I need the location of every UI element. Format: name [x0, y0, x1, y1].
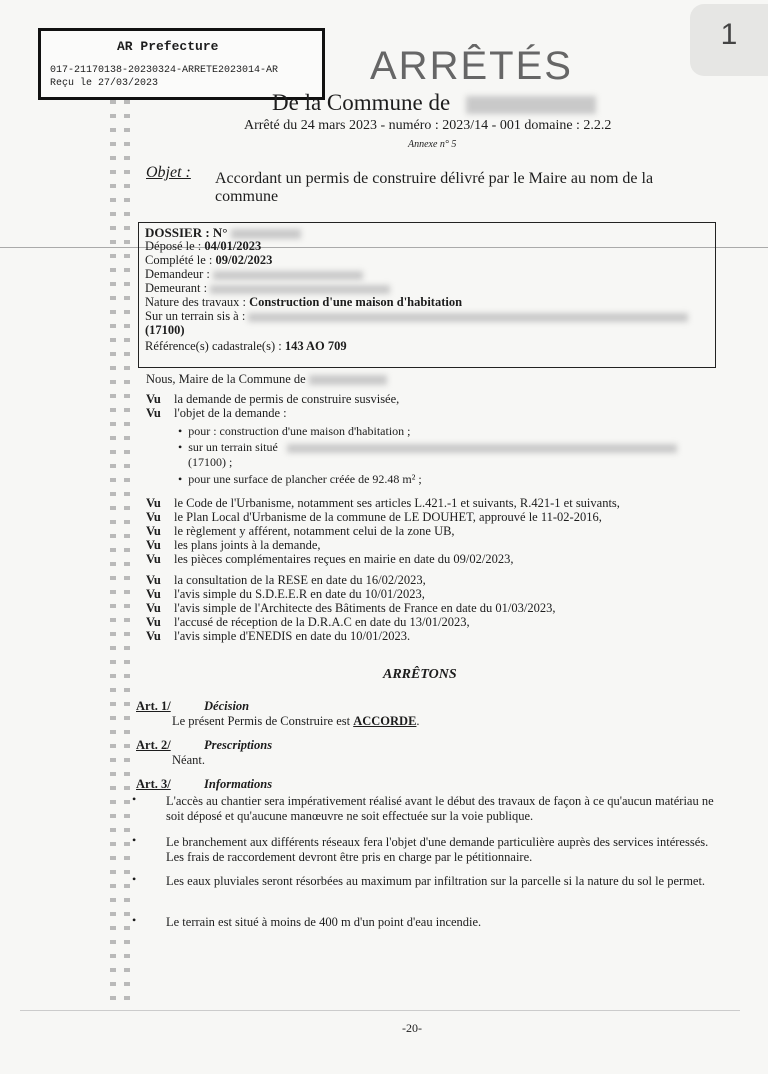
art2-number: Art. 2/ [136, 738, 171, 752]
margin-mark [110, 422, 116, 426]
margin-mark [124, 926, 130, 930]
margin-mark [124, 618, 130, 622]
margin-mark [110, 828, 116, 832]
margin-mark [110, 926, 116, 930]
margin-mark [110, 352, 116, 356]
margin-mark [110, 506, 116, 510]
vu-text: le Code de l'Urbanisme, notamment ses articles L.421.-1 et suivants, R.421-1 et suivants, [174, 496, 620, 510]
redacted-intro-commune [309, 375, 387, 385]
margin-mark [124, 380, 130, 384]
objet-text: Accordant un permis de construire délivré par le Maire au nom de la commune [215, 170, 654, 205]
vu-text: l'avis simple du S.D.E.E.R en date du 10/01/2023, [174, 587, 425, 601]
margin-mark [124, 450, 130, 454]
complete-value: 09/02/2023 [215, 253, 273, 267]
vu-text: l'objet de la demande : [174, 406, 287, 420]
margin-mark [110, 198, 116, 202]
art1-text-post: . [416, 714, 420, 728]
margin-mark [124, 520, 130, 524]
margin-mark [110, 870, 116, 874]
scan-shadow-line [20, 1010, 740, 1011]
margin-mark [124, 282, 130, 286]
vu-label: Vu [146, 552, 161, 566]
margin-mark [110, 618, 116, 622]
dossier-box [138, 222, 716, 368]
info-item: Les eaux pluviales seront résorbées au maximum par infiltration sur la parcelle si la nature du sol le permet. [166, 874, 706, 888]
depose-label: Déposé le : [145, 239, 202, 253]
terrain-label: Sur un terrain sis à : [145, 309, 246, 323]
margin-mark [124, 212, 130, 216]
stamp-ref: 017-21170138-20230324-ARRETE2023014-AR [50, 65, 279, 76]
margin-mark [110, 758, 116, 762]
margin-mark [124, 422, 130, 426]
margin-mark [110, 310, 116, 314]
margin-mark [110, 688, 116, 692]
reference-value: 143 AO 709 [284, 339, 347, 353]
margin-mark [124, 184, 130, 188]
margin-mark [124, 562, 130, 566]
margin-mark [124, 646, 130, 650]
vu-text: le Plan Local d'Urbanisme de la commune de LE DOUHET, approuvé le 11-02-2016, [174, 510, 602, 524]
margin-mark [124, 632, 130, 636]
demeurant-label: Demeurant : [145, 281, 208, 295]
margin-mark [110, 730, 116, 734]
intro-text: Nous, Maire de la Commune de [146, 372, 306, 386]
margin-mark [110, 478, 116, 482]
art1-text [172, 714, 420, 729]
margin-mark [110, 324, 116, 328]
nature-label: Nature des travaux : [145, 295, 247, 309]
margin-mark [110, 226, 116, 230]
margin-mark [124, 842, 130, 846]
margin-mark [124, 506, 130, 510]
margin-mark [124, 100, 130, 104]
margin-mark [124, 884, 130, 888]
margin-mark [110, 450, 116, 454]
margin-mark [124, 128, 130, 132]
margin-mark [124, 800, 130, 804]
margin-mark [124, 660, 130, 664]
info-item: Le terrain est situé à moins de 400 m d'un point d'eau incendie. [166, 915, 482, 929]
margin-mark [110, 282, 116, 286]
depose-row [145, 239, 261, 254]
margin-mark [124, 338, 130, 342]
margin-mark [124, 240, 130, 244]
margin-mark [124, 912, 130, 916]
margin-mark [124, 870, 130, 874]
redacted-demandeur [213, 271, 363, 280]
vu-label: Vu [146, 629, 161, 643]
info-item: Le branchement aux différents réseaux fera l'objet d'une demande particulière auprès des services intéressés. Les frais de raccordement devront être pris en charge par le pétitionnaire. [166, 835, 709, 864]
margin-mark [124, 352, 130, 356]
margin-mark [124, 702, 130, 706]
margin-mark [124, 744, 130, 748]
vu-label: Vu [146, 392, 161, 406]
objet-label: Objet : [146, 164, 191, 181]
margin-mark [110, 674, 116, 678]
margin-mark [110, 212, 116, 216]
margin-mark [110, 436, 116, 440]
arrete-line: Arrêté du 24 mars 2023 - numéro : 2023/14 - 001 domaine : 2.2.2 [244, 118, 612, 133]
margin-mark [124, 478, 130, 482]
margin-mark [124, 492, 130, 496]
page-number: -20- [402, 1021, 422, 1035]
vu-text: le règlement y afférent, notamment celui de la zone UB, [174, 524, 455, 538]
margin-mark [124, 828, 130, 832]
margin-mark [110, 786, 116, 790]
margin-mark [124, 590, 130, 594]
margin-mark [110, 856, 116, 860]
margin-mark [110, 170, 116, 174]
margin-mark [124, 968, 130, 972]
margin-mark [124, 254, 130, 258]
margin-mark [124, 226, 130, 230]
redacted-commune-name [466, 96, 596, 114]
margin-mark [124, 772, 130, 776]
margin-mark [110, 842, 116, 846]
bullet-text: pour : construction d'une maison d'habitation ; [188, 424, 411, 438]
margin-mark [124, 198, 130, 202]
depose-value: 04/01/2023 [204, 239, 262, 253]
margin-mark [110, 744, 116, 748]
terrain-row [145, 309, 688, 324]
margin-mark [124, 674, 130, 678]
margin-mark [124, 436, 130, 440]
margin-mark [124, 604, 130, 608]
margin-mark [124, 730, 130, 734]
vu-text: la consultation de la RESE en date du 16/02/2023, [174, 573, 426, 587]
margin-mark [110, 940, 116, 944]
margin-mark [124, 296, 130, 300]
vu-label: Vu [146, 406, 161, 420]
nature-value: Construction d'une maison d'habitation [249, 295, 463, 309]
margin-mark [124, 170, 130, 174]
page-marker-tab [690, 4, 768, 76]
margin-mark [110, 296, 116, 300]
margin-mark [110, 590, 116, 594]
bullet-dot: • [132, 913, 137, 927]
bullet-dot: • [132, 833, 137, 847]
margin-mark [124, 940, 130, 944]
nature-row [145, 295, 462, 310]
margin-mark [110, 380, 116, 384]
bullet-item: • pour une surface de plancher créée de 92.48 m² ; [178, 472, 422, 486]
margin-mark [124, 156, 130, 160]
margin-mark [110, 268, 116, 272]
margin-mark [124, 982, 130, 986]
postcode: (17100) [145, 323, 185, 337]
margin-mark [124, 758, 130, 762]
vu-label: Vu [146, 601, 161, 615]
margin-mark [110, 632, 116, 636]
bullet-item: • sur un terrain situé [178, 440, 677, 455]
art1-title: Décision [204, 699, 250, 713]
margin-mark [124, 856, 130, 860]
art1-decision: ACCORDE [353, 714, 417, 728]
stamp-title: AR Prefecture [117, 39, 219, 54]
margin-mark [110, 366, 116, 370]
margin-mark [124, 408, 130, 412]
vu-label: Vu [146, 496, 161, 510]
margin-mark [110, 772, 116, 776]
art2-title: Prescriptions [204, 738, 273, 752]
vu-text: les pièces complémentaires reçues en mairie en date du 09/02/2023, [174, 552, 514, 566]
margin-mark [124, 464, 130, 468]
margin-mark [110, 982, 116, 986]
complete-label: Complété le : [145, 253, 213, 267]
margin-mark [110, 254, 116, 258]
commune-title [272, 90, 596, 116]
margin-mark [124, 814, 130, 818]
vu-text: l'avis simple de l'Architecte des Bâtiments de France en date du 01/03/2023, [174, 601, 556, 615]
redacted-terrain [287, 444, 677, 453]
vu-text: les plans joints à la demande, [174, 538, 321, 552]
margin-mark [124, 394, 130, 398]
vu-label: Vu [146, 524, 161, 538]
bullet-text: (17100) ; [188, 455, 233, 469]
demandeur-row [145, 267, 363, 282]
vu-label: Vu [146, 615, 161, 629]
margin-mark [110, 408, 116, 412]
intro-line [146, 372, 387, 387]
margin-mark [110, 912, 116, 916]
margin-mark [110, 562, 116, 566]
margin-mark [110, 884, 116, 888]
bullet-text: pour une surface de plancher créée de 92.48 m² ; [188, 472, 422, 486]
margin-mark [124, 114, 130, 118]
bullet-dot: • [132, 872, 137, 886]
vu-label: Vu [146, 538, 161, 552]
bullet-text: sur un terrain situé [188, 440, 278, 454]
complete-row [145, 253, 272, 268]
margin-mark [124, 716, 130, 720]
stamp-received: Reçu le 27/03/2023 [50, 78, 159, 89]
redacted-demeurant [210, 285, 390, 294]
art3-number: Art. 3/ [136, 777, 171, 791]
margin-mark [110, 576, 116, 580]
margin-mark [124, 688, 130, 692]
demeurant-row [145, 281, 390, 296]
redacted-dossier-number [231, 229, 301, 239]
bullet-item: • pour : construction d'une maison d'habitation ; [178, 424, 411, 438]
margin-mark [124, 534, 130, 538]
reference-label: Référence(s) cadastrale(s) : [145, 339, 282, 353]
margin-mark [110, 100, 116, 104]
margin-mark [124, 954, 130, 958]
art1-text-pre: Le présent Permis de Construire est [172, 714, 351, 728]
info-item: L'accès au chantier sera impérativement réalisé avant le début des travaux de façon à ce qu'aucun matériau ne soit déposé et qu'aucune manœuvre ne soit effectuée sur la voie publique. [166, 794, 714, 823]
vu-text: l'avis simple d'ENEDIS en date du 10/01/2023. [174, 629, 411, 643]
margin-mark [110, 660, 116, 664]
vu-label: Vu [146, 587, 161, 601]
margin-mark [110, 156, 116, 160]
margin-mark [124, 576, 130, 580]
arretons-heading: ARRÊTONS [383, 667, 457, 682]
bullet-dot: • [132, 792, 137, 806]
margin-mark [124, 548, 130, 552]
art1-number: Art. 1/ [136, 699, 171, 713]
margin-mark [124, 996, 130, 1000]
vu-text: la demande de permis de construire susvisée, [174, 392, 400, 406]
demandeur-label: Demandeur : [145, 267, 210, 281]
margin-mark [110, 968, 116, 972]
margin-mark [110, 394, 116, 398]
annex-label: Annexe n° 5 [408, 139, 457, 150]
margin-mark [110, 464, 116, 468]
margin-mark [110, 492, 116, 496]
margin-mark [110, 534, 116, 538]
dossier-label: DOSSIER : N° [145, 225, 228, 240]
vu-text: l'accusé de réception de la D.R.A.C en date du 13/01/2023, [174, 615, 470, 629]
art2-text: Néant. [172, 753, 205, 767]
margin-mark [110, 898, 116, 902]
margin-mark [110, 814, 116, 818]
margin-mark [110, 128, 116, 132]
margin-mark [110, 548, 116, 552]
vu-label: Vu [146, 573, 161, 587]
margin-mark [110, 646, 116, 650]
art3-title: Informations [204, 777, 273, 791]
margin-mark [124, 268, 130, 272]
margin-mark [110, 604, 116, 608]
margin-mark [110, 240, 116, 244]
page-marker: 1 [720, 18, 738, 51]
margin-mark [124, 786, 130, 790]
vu-label: Vu [146, 510, 161, 524]
commune-title-text: De la Commune de [272, 90, 451, 115]
margin-mark [110, 702, 116, 706]
margin-mark [110, 800, 116, 804]
reference-row [145, 339, 347, 354]
margin-mark [124, 310, 130, 314]
margin-mark [110, 954, 116, 958]
redacted-terrain-address [248, 313, 688, 322]
margin-mark [124, 324, 130, 328]
margin-mark [124, 366, 130, 370]
margin-mark [110, 996, 116, 1000]
margin-mark [110, 184, 116, 188]
margin-mark [110, 520, 116, 524]
margin-mark [124, 898, 130, 902]
margin-mark [110, 716, 116, 720]
margin-mark [110, 114, 116, 118]
document-heading: ARRÊTÉS [370, 44, 573, 88]
margin-mark [110, 338, 116, 342]
margin-mark [124, 142, 130, 146]
margin-mark [110, 142, 116, 146]
